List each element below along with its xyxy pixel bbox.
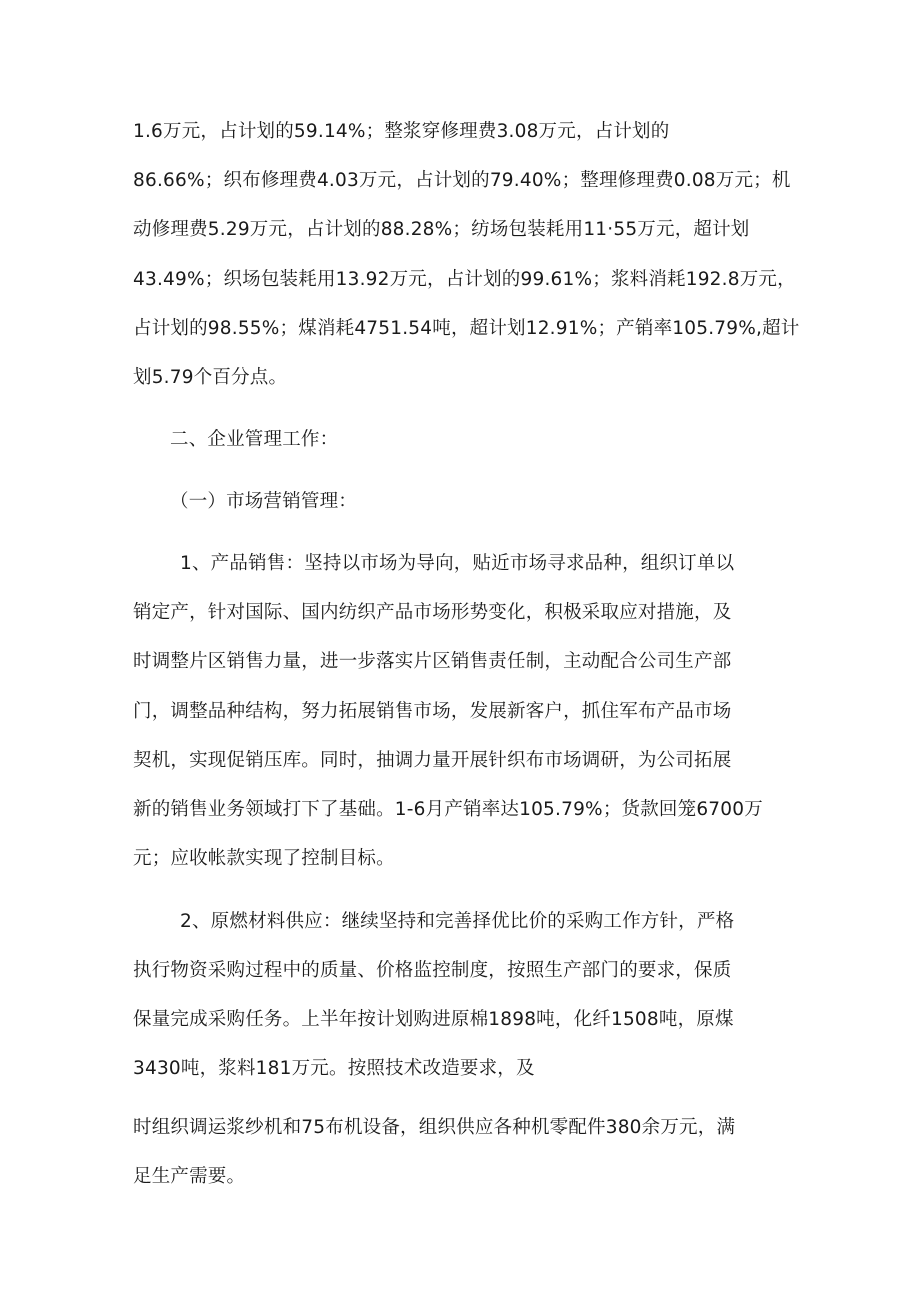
text-line: 43.49%；织场包装耗用13.92万元，占计划的99.61%；浆料消耗192.8万元， [133,269,796,290]
text-line: 销定产，针对国际、国内纺织产品市场形势变化，积极采取应对措施，及 [133,602,732,623]
text-line: 元；应收帐款实现了控制目标。 [133,848,395,869]
text-line: 契机，实现促销压库。同时，抽调力量开展针织布市场调研，为公司拓展 [133,750,732,771]
text-line: 时调整片区销售力量，进一步落实片区销售责任制，主动配合公司生产部 [133,651,732,672]
text-line: 2、原燃材料供应：继续坚持和完善择优比价的采购工作方针，严格 [180,911,735,932]
text-line: 1.6万元，占计划的59.14%；整浆穿修理费3.08万元，占计划的 [133,121,670,142]
text-line: 门，调整品种结构，努力拓展销售市场，发展新客户，抓住军布产品市场 [133,701,732,722]
text-line: 划5.79个百分点。 [133,367,288,388]
text-line: 保量完成采购任务。上半年按计划购进原棉1898吨，化纤1508吨，原煤 [133,1009,734,1030]
subsection-heading: （一）市场营销管理： [170,491,358,512]
text-line: 3430吨，浆料181万元。按照技术改造要求，及 [133,1058,535,1079]
text-line: 86.66%；织布修理费4.03万元，占计划的79.40%；整理修理费0.08万元；机 [133,170,791,191]
text-line: 动修理费5.29万元，占计划的88.28%；纺场包装耗用11·55万元，超计划 [133,219,750,240]
text-line: 足生产需要。 [133,1166,246,1187]
text-line: 新的销售业务领域打下了基础。1-6月产销率达105.79%；货款回笼6700万 [133,799,763,820]
text-line: 1、产品销售：坚持以市场为导向，贴近市场寻求品种，组织订单以 [180,553,735,574]
section-heading: 二、企业管理工作： [170,429,339,450]
text-line: 占计划的98.55%；煤消耗4751.54吨，超计划12.91%；产销率105.79%,超计 [133,318,800,339]
text-line: 时组织调运浆纱机和75布机设备，组织供应各种机零配件380余万元，满 [133,1117,736,1138]
text-line: 执行物资采购过程中的质量、价格监控制度，按照生产部门的要求，保质 [133,960,732,981]
